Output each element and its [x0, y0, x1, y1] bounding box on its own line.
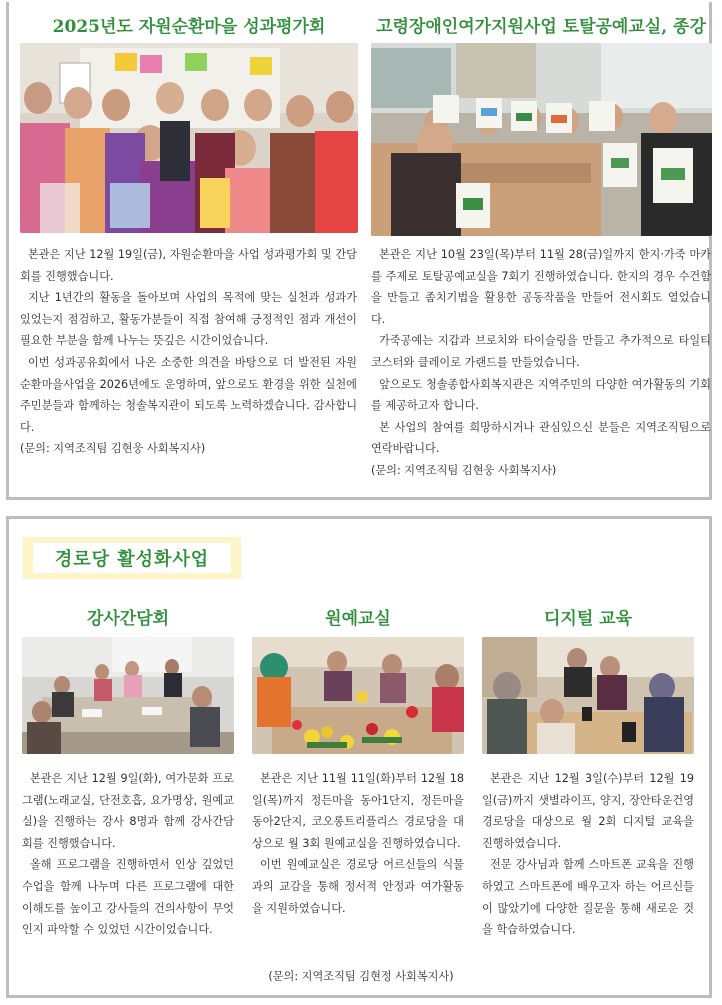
right-article-title: 고령장애인여가지원사업 토탈공예교실, 종강 — [376, 17, 706, 37]
paragraph: 본 사업의 참여를 희망하시거나 관심있으신 분들은 지역조직팀으로 연락바랍니다. — [371, 420, 711, 456]
paragraph: 본관은 지난 12월 3일(수)부터 12월 19일(금)까지 샛별라이프, 양지, 장안타운건영 경로당을 대상으로 월 2회 디지털 교육을 진행하였습니다. — [482, 772, 694, 850]
section-title: 경로당 활성화사업 — [33, 543, 231, 573]
left-article-title: 2025년도 자원순환마을 성과평가회 — [52, 17, 326, 37]
paragraph: 이번 원예교실은 경로당 어르신들의 식물과의 교감을 통해 정서적 안정과 여가활동을 지원하였습니다. — [252, 858, 464, 915]
right-article-body — [371, 244, 711, 482]
digital-class-body — [482, 768, 694, 941]
paragraph: 본관은 지난 12월 19일(금), 자원순환마을 사업 성과평가회 및 간담회를 진행했습니다. — [20, 248, 357, 283]
column-title-gardening: 원예교실 — [325, 609, 391, 629]
digital-class-photo — [482, 637, 694, 754]
evaluation-meeting-photo — [20, 43, 358, 233]
column-title-instructor: 강사간담회 — [86, 609, 170, 629]
paragraph: 이번 성과공유회에서 나온 소중한 의견을 바탕으로 더 발전된 자원순환마을사업을 2026년에도 운영하며, 앞으로도 환경을 위한 실천에 주민분들과 함께하는 청솔복지관이 되도록 노력하겠습니다. 감사합니다. — [20, 355, 357, 434]
column-title-digital: 디지털 교육 — [543, 609, 633, 629]
instructor-meeting-body — [22, 768, 234, 941]
paragraph: 가죽공예는 지갑과 브로치와 타이슬링을 만들고 추가적으로 타일티코스터와 클레이로 가랜드를 만들었습니다. — [371, 334, 711, 369]
bottom-contact-note: (문의: 지역조직팀 김현정 사회복지사) — [268, 970, 454, 983]
contact-note: (문의: 지역조직팀 김현웅 사회복지사) — [371, 463, 557, 477]
section-banner — [23, 537, 241, 579]
gardening-class-body — [252, 768, 464, 919]
gardening-class-photo — [252, 637, 464, 754]
paragraph: 본관은 지난 10월 23일(목)부터 11월 28(금)일까지 한지·가죽 마카를 주제로 토탈공예교실을 7회기 진행하였습니다. 한지의 경우 수건함을 만들고 좀치기법을 활용한 공동작품을 만들어 전시회도 열었습니다. — [371, 248, 711, 326]
paragraph: 올해 프로그램을 진행하면서 인상 깊었던 수업을 함께 나누며 다른 프로그램에 대한 이해도를 높이고 강사들의 건의사항이 무엇인지 파악할 수 있었던 시간이었습니다. — [22, 858, 234, 937]
paragraph: 앞으로도 청솔종합사회복지관은 지역주민의 다양한 여가활동의 기회를 제공하고자 합니다. — [371, 377, 711, 413]
contact-note: (문의: 지역조직팀 김현웅 사회복지사) — [20, 442, 206, 456]
instructor-meeting-photo — [22, 637, 234, 754]
craft-class-photo — [371, 43, 712, 236]
paragraph: 본관은 지난 11월 11일(화)부터 12월 18일(목)까지 정든마을 동아1단지, 정든마을 동아2단지, 코오롱트리플리스 경로당을 대상으로 월 3회 원예교실을 진행하였습니다. — [252, 772, 464, 850]
paragraph: 전문 강사님과 함께 스마트폰 교육을 진행하였고 스마트폰에 배우고자 하는 어르신들이 많았기에 다양한 질문을 통해 새로운 것을 학습하였습니다. — [482, 858, 694, 937]
left-article-body — [20, 244, 357, 460]
paragraph: 지난 1년간의 활동을 돌아보며 사업의 목적에 맞는 실천과 성과가 있었는지 점검하고, 활동가분들이 직접 참여해 긍정적인 점과 개선이 필요한 부분을 함께 나누는 뜻깊은 시간이었습니다. — [20, 291, 357, 348]
paragraph: 본관은 지난 12월 9일(화), 여가문화 프로그램(노래교실, 단전호흡, 요가명상, 원예교실)을 진행하는 강사 8명과 함께 강사간담회를 진행했습니다. — [22, 772, 234, 850]
